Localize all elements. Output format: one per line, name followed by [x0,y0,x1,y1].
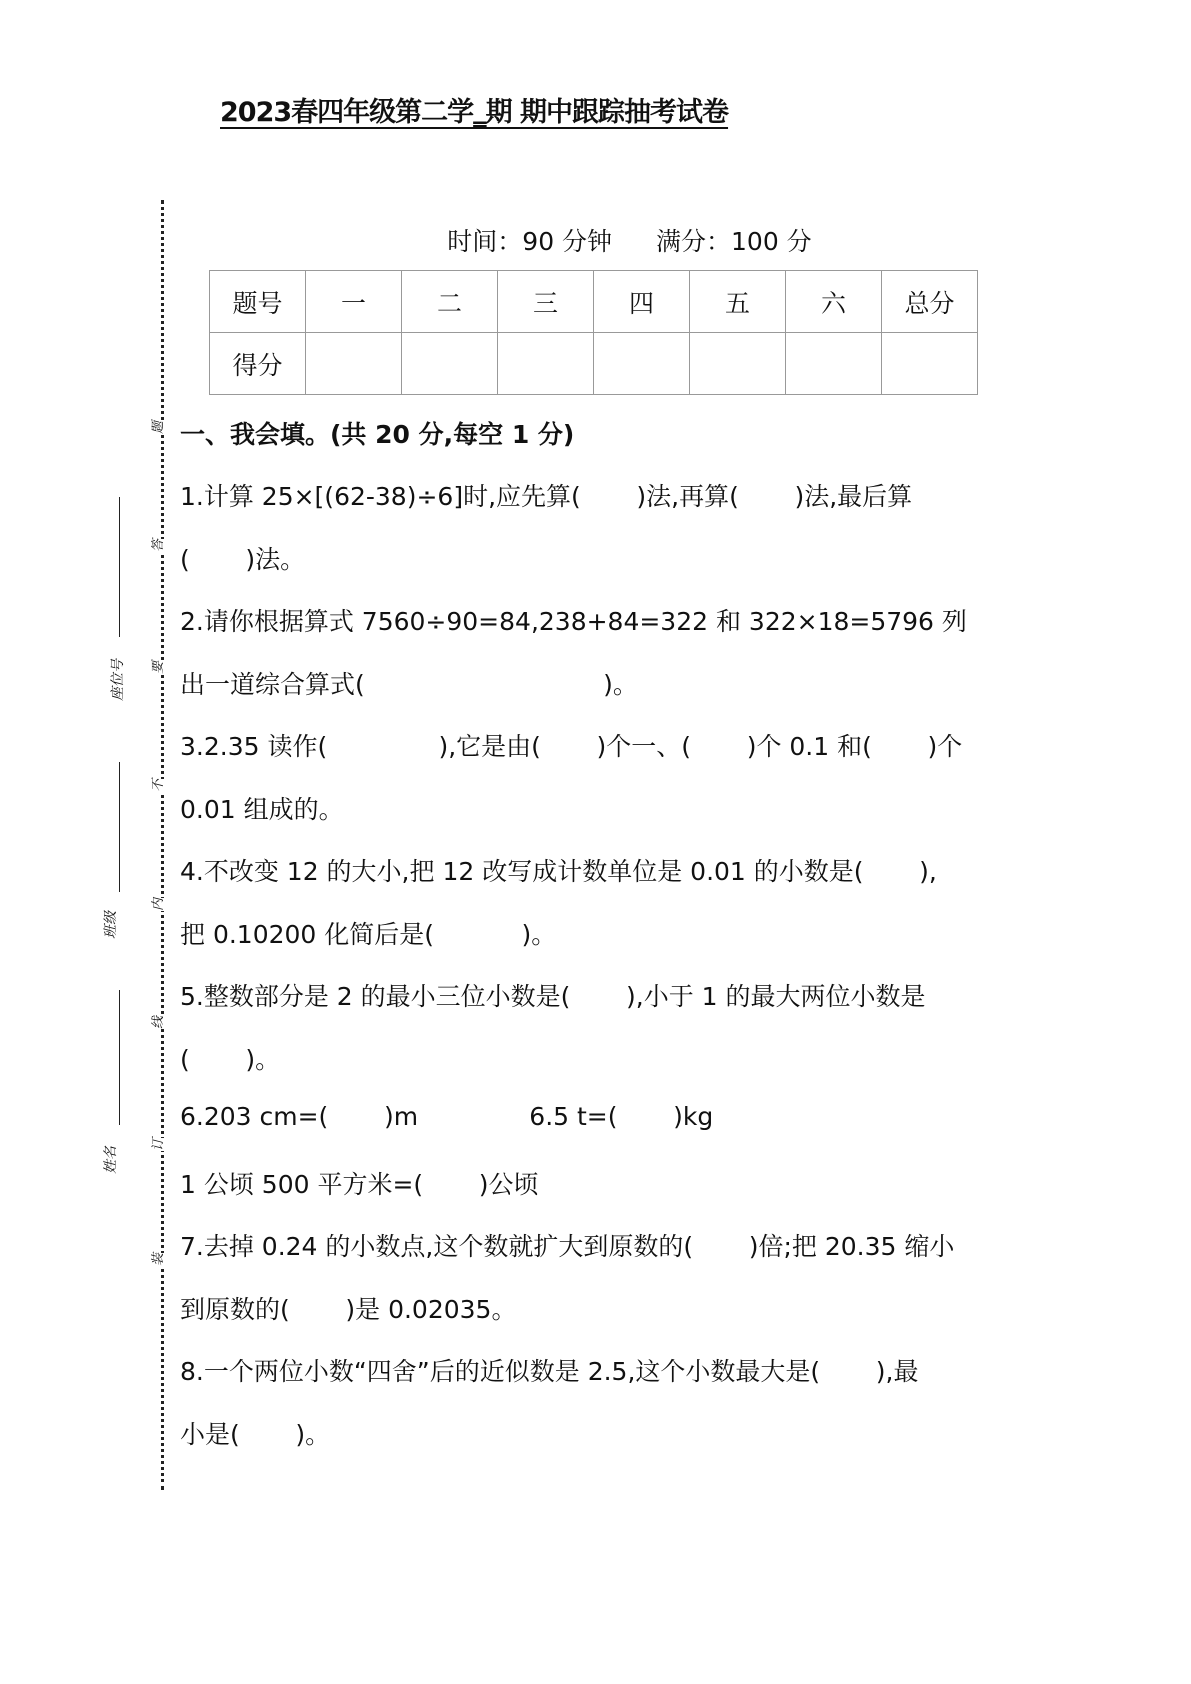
question-line: 5.整数部分是 2 的最小三位小数是( ),小于 1 的最大两位小数是 [180,982,926,1011]
question-line: 6.203 cm=( )m 6.5 t=( )kg [180,1102,714,1131]
name-line[interactable] [119,990,120,1125]
question-line: 把 0.10200 化简后是( )。 [180,920,557,949]
section-heading: 一、我会填。(共 20 分,每空 1 分) [180,420,575,449]
binding-char: 题 [147,421,166,434]
question-line: 0.01 组成的。 [180,795,344,824]
binding-char: 装 [147,1253,166,1266]
question-line: ( )。 [180,1045,281,1074]
score-cell [786,333,882,395]
score-cell [498,333,594,395]
score-cell: 二 [402,271,498,333]
question-line: 4.不改变 12 的大小,把 12 改写成计数单位是 0.01 的小数是( ), [180,857,937,886]
seat-number-label: 座位号 [110,659,126,701]
question-line: 到原数的( )是 0.02035。 [180,1295,517,1324]
exam-meta [0,222,1191,258]
score-table-header-row [210,271,978,333]
class-label: 班级 [103,911,119,939]
binding-char: 答 [147,539,166,552]
score-cell [402,333,498,395]
question-line: 3.2.35 读作( ),它是由( )个一、( )个 0.1 和( )个 [180,732,963,761]
exam-full-score: 满分：100 分 [656,227,812,256]
score-cell: 总分 [882,271,978,333]
question-line: 7.去掉 0.24 的小数点,这个数就扩大到原数的( )倍;把 20.35 缩小 [180,1232,955,1261]
question-line: ( )法。 [180,545,306,574]
score-table [209,270,978,395]
binding-char: 线 [147,1016,166,1029]
score-cell: 五 [690,271,786,333]
score-cell [306,333,402,395]
class-line[interactable] [119,762,120,892]
binding-char: 内 [147,898,166,911]
question-line: 2.请你根据算式 7560÷90=84,238+84=322 和 322×18=5796 列 [180,607,967,636]
score-cell [594,333,690,395]
score-table-score-row [210,333,978,395]
score-cell [882,333,978,395]
binding-char: 要 [147,661,166,674]
score-cell: 得分 [210,333,306,395]
name-label: 姓名 [103,1146,119,1174]
binding-char: 不 [147,779,166,792]
score-cell: 四 [594,271,690,333]
question-line: 小是( )。 [180,1420,331,1449]
score-cell: 六 [786,271,882,333]
binding-char: 订 [147,1138,166,1151]
exam-time: 时间：90 分钟 [447,227,613,256]
score-cell: 一 [306,271,402,333]
score-cell [690,333,786,395]
question-line: 8.一个两位小数“四舍”后的近似数是 2.5,这个小数最大是( ),最 [180,1357,919,1386]
binding-dotted-line [161,200,164,1490]
question-line: 出一道综合算式( )。 [180,670,638,699]
question-line: 1.计算 25×[(62-38)÷6]时,应先算( )法,再算( )法,最后算 [180,482,913,511]
score-cell: 题号 [210,271,306,333]
question-line: 1 公顷 500 平方米=( )公顷 [180,1170,539,1199]
score-cell: 三 [498,271,594,333]
seat-number-line[interactable] [119,497,120,637]
exam-title: 2023春四年级第二学‗期 期中跟踪抽考试卷 [220,97,729,128]
